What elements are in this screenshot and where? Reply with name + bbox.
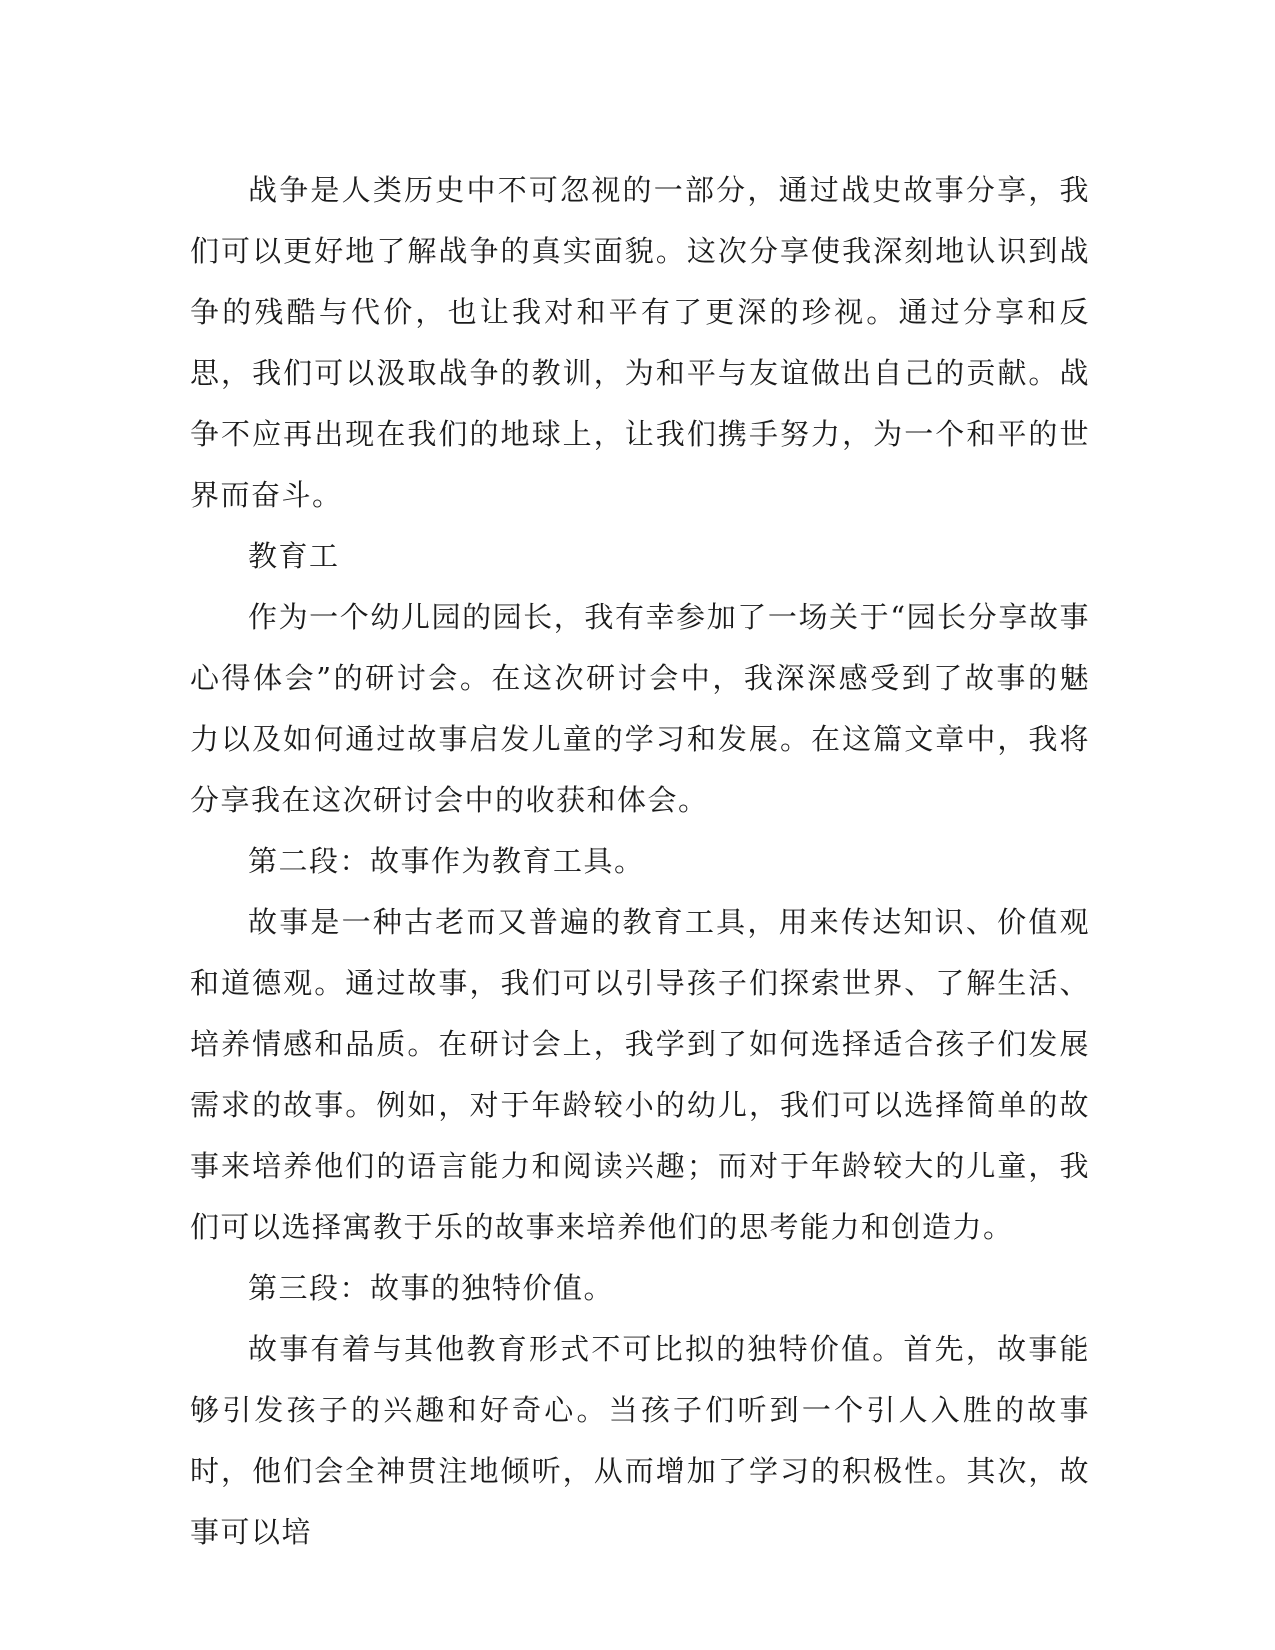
document-body: [190, 160, 1090, 1563]
paragraph-stories-as-tools: 故事是一种古老而又普遍的教育工具，用来传达知识、价值观和道德观。通过故事，我们可以引导孩子们探索世界、了解生活、培养情感和品质。在研讨会上，我学到了如何选择适合孩子们发展需求的故事。例如，对于年龄较小的幼儿，我们可以选择简单的故事来培养他们的语言能力和阅读兴趣；而对于年龄较大的儿童，我们可以选择寓教于乐的故事来培养他们的思考能力和创造力。: [190, 905, 1090, 1244]
section-heading-2: 第二段：故事作为教育工具。: [248, 844, 645, 878]
paragraph-heading-fragment: 教育工: [248, 539, 340, 573]
section-heading-3: 第三段：故事的独特价值。: [248, 1271, 615, 1305]
paragraph-introduction: 作为一个幼儿园的园长，我有幸参加了一场关于“园长分享故事心得体会”的研讨会。在这次研讨会中，我深深感受到了故事的魅力以及如何通过故事启发儿童的学习和发展。在这篇文章中，我将分享我在这次研讨会中的收获和体会。: [190, 600, 1090, 817]
paragraph-war-reflection: 战争是人类历史中不可忽视的一部分，通过战史故事分享，我们可以更好地了解战争的真实面貌。这次分享使我深刻地认识到战争的残酷与代价，也让我对和平有了更深的珍视。通过分享和反思，我们可以汲取战争的教训，为和平与友谊做出自己的贡献。战争不应再出现在我们的地球上，让我们携手努力，为一个和平的世界而奋斗。: [190, 173, 1090, 512]
paragraph-unique-value: 故事有着与其他教育形式不可比拟的独特价值。首先，故事能够引发孩子的兴趣和好奇心。当孩子们听到一个引人入胜的故事时，他们会全神贯注地倾听，从而增加了学习的积极性。其次，故事可以培: [190, 1332, 1090, 1549]
